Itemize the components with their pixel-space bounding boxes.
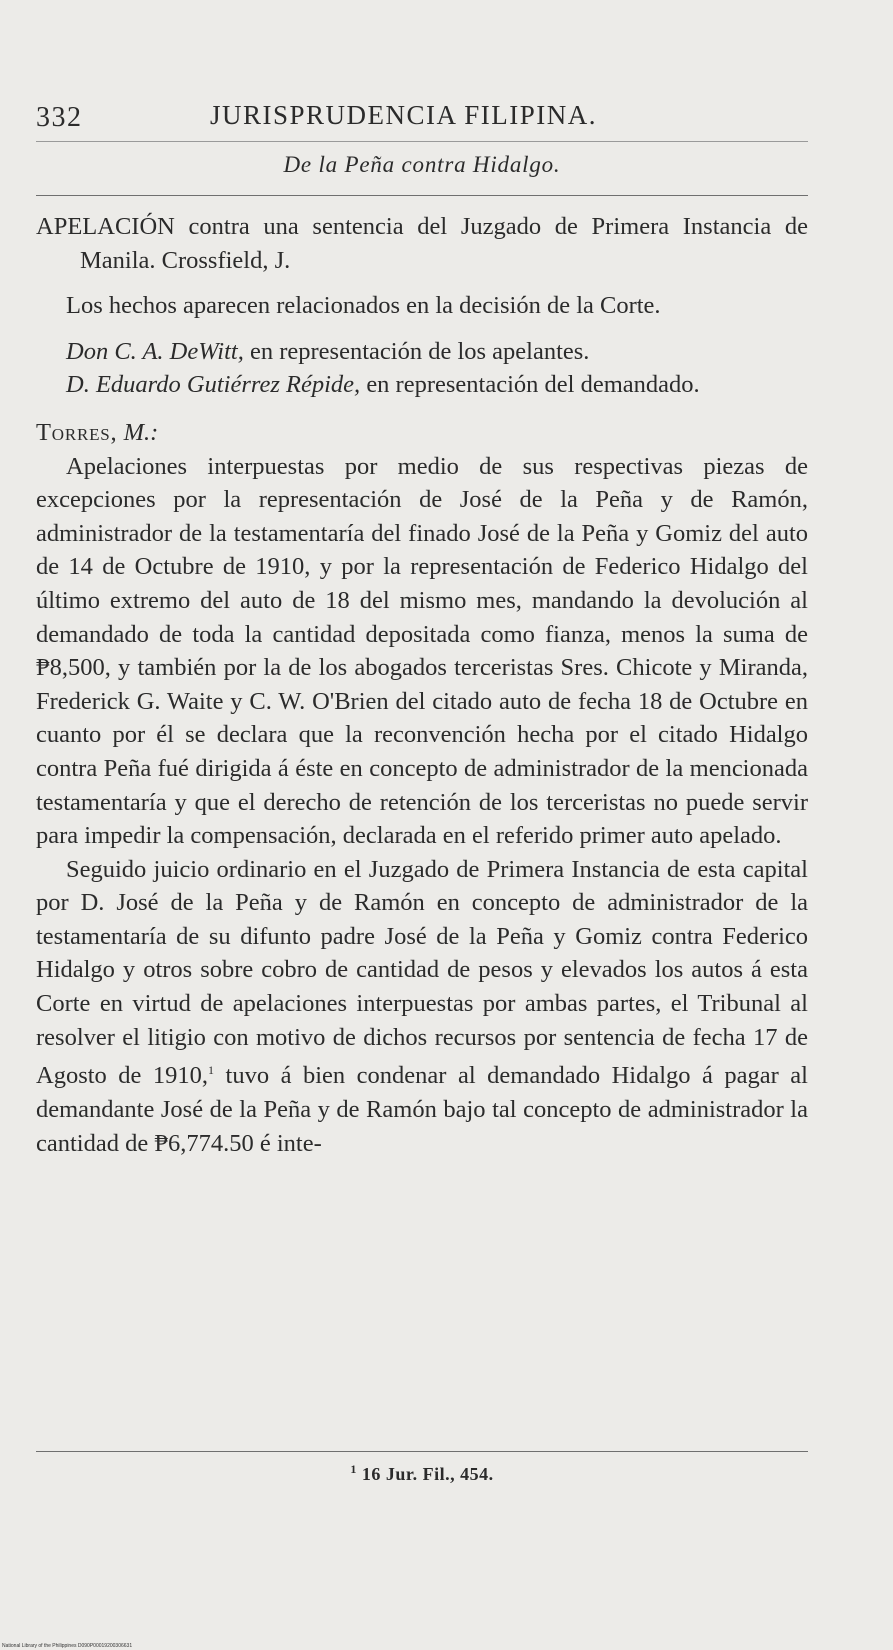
footnote-reference: 1 [208,1063,215,1078]
counsel-appellants [36,335,808,369]
appellee-counsel-name: D. Eduardo Gutiérrez Répide, [66,371,361,399]
caption-rule [36,195,808,196]
appellee-counsel-text: en representación del demandado. [360,371,700,399]
appellants-counsel-text: en representación de los apelantes. [243,337,590,365]
header-rule [36,141,808,142]
appeal-text: contra una sentencia del Juzgado de Primera Instancia de Manila. Crossfield, J. [80,213,808,274]
footnote [36,1462,808,1485]
judge-name: Torres, [36,418,118,446]
paragraph-2-text-after-note: tuvo á bien condenar al demandado Hidalgo á pagar al demandante José de la Peña y de Ramón bajo tal concepto de administrador la cantidad de ₱6,774.50 é inte- [36,1062,808,1157]
judge-title: M.: [117,418,159,446]
opinion-paragraph-2 [36,853,808,1161]
page-number: 332 [36,102,83,133]
journal-title: JURISPRUDENCIA FILIPINA. [210,100,598,130]
footnote-mark: 1 [350,1462,357,1476]
facts-paragraph: Los hechos aparecen relacionados en la decisión de la Corte. [66,292,661,320]
body-text [36,210,808,1160]
footnote-rule [36,1451,808,1452]
appellants-counsel-name: Don C. A. DeWitt, [66,337,244,365]
opinion-paragraph-1: Apelaciones interpuestas por medio de sus respectivas piezas de excepciones por la representación de José de la Peña y de Ramón, administrador de la testamentaría del finado José de la Peña y Gomiz del auto de 14 de Octubre de 1910, y por la representación de Federico Hidalgo del último extremo del auto de 18 del mismo mes, mandando la devolución al demandado de toda la cantidad depositada como fianza, menos la suma de ₱8,500, y también por la de los abogados terceristas Sres. Chicote y Miranda, Frederick G. Waite y C. W. O'Brien del citado auto de fecha 18 de Octubre en cuanto por él se declara que la reconvención hecha por el citado Hidalgo contra Peña fué dirigida á éste en concepto de administrador de la mencionada testamentaría y que el derecho de retención de los terceristas no puede servir para impedir la compensación, declarada en el referido primer auto apelado. [36,452,808,850]
paragraph-2-text-before-note: Seguido juicio ordinario en el Juzgado de Primera Instancia de esta capital por D. José de la Peña y de Ramón en concepto de administrador de la testamentaría de su difunto padre José de la Peña y Gomiz contra Federico Hidalgo y otros sobre cobro de cantidad de pesos y elevados los autos á esta Corte en virtud de apelaciones interpuestas por ambas partes, el Tribunal al resolver el litigio con motivo de dichos recursos por sentencia de fecha 17 de Agosto de 1910, [36,855,808,1090]
footnote-text: 16 Jur. Fil., 454. [356,1464,494,1484]
appeal-paragraph [36,210,808,277]
appeal-lead: APELACIÓN [36,213,175,240]
source-line: National Library of the Philippines D090P00019200306631 [2,1643,133,1649]
case-caption: De la Peña contra Hidalgo. [283,152,561,177]
judge-heading [36,416,808,450]
running-head [36,100,808,140]
counsel-appellee [36,368,808,402]
